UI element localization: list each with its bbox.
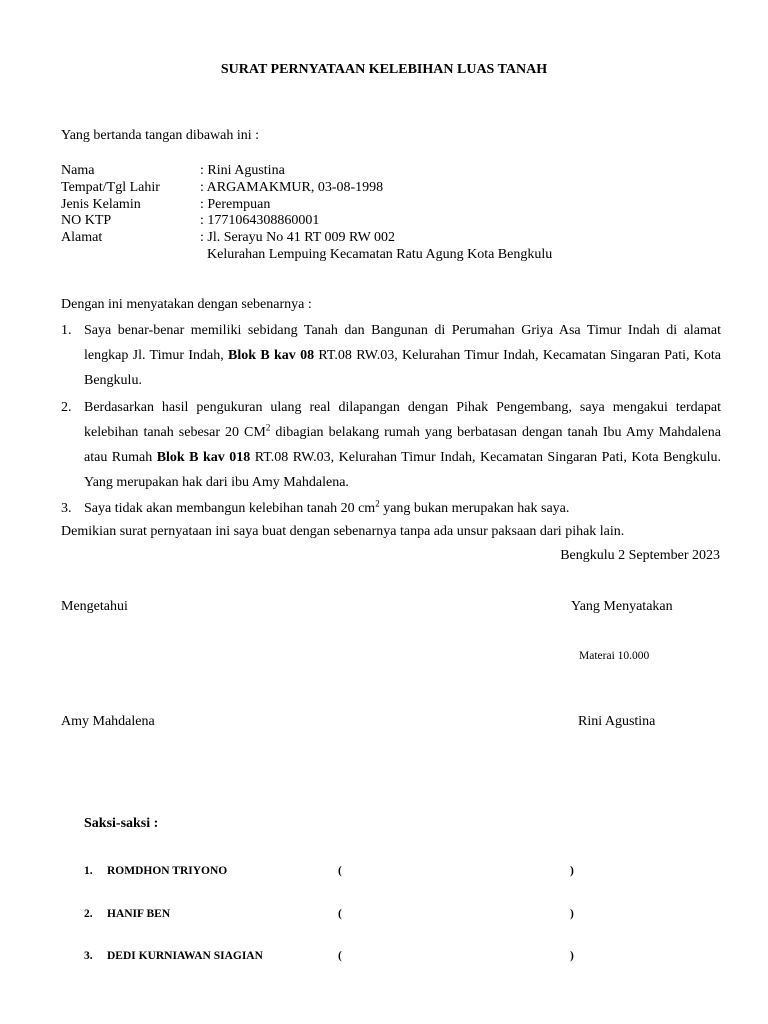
right-signer-name: Rini Agustina (578, 714, 656, 729)
value-birth: : ARGAMAKMUR, 03-08-1998 (200, 180, 384, 195)
value-name: : Rini Agustina (200, 163, 285, 178)
point-1-bold: Blok B kav 08 (228, 348, 315, 363)
value-address: : Jl. Serayu No 41 RT 009 RW 002 (200, 230, 396, 245)
point-3-text: Saya tidak akan membangun kelebihan tanah 20 $cm^2$ yang bukan merupakan hak saya. (84, 498, 570, 516)
witness-3-close-paren: ) (570, 950, 574, 962)
witness-heading: Saksi-saksi : (84, 816, 159, 831)
point-3-number: 3. (61, 501, 72, 516)
label-birth: Tempat/Tgl Lahir (61, 180, 160, 195)
intro-text: Yang bertanda tangan dibawah ini : (61, 128, 260, 143)
point-2-text: Berdasarkan hasil pengukuran ulang real dilapangan dengan Pihak Pengembang, saya mengakui terdapat kelebihan tanah sebesar 20 $CM^2$ dibagian belakang rumah yang berbatasan dengan tanah Ibu Amy Mahdalena atau Rumah Blok B kav 018 RT.08 RW.03, Kelurahan Timur Indah, Kecamatan Singaran Pati, Kota Bengkulu. Yang merupakan hak dari ibu Amy Mahdalena. (84, 400, 722, 490)
value-ktp: : 1771064308860001 (200, 213, 320, 228)
value-address-line2: Kelurahan Lempuing Kecamatan Ratu Agung Kota Bengkulu (207, 247, 553, 262)
stamp-note: Materai 10.000 (579, 650, 650, 662)
document-title: SURAT PERNYATAAN KELEBIHAN LUAS TANAH (220, 62, 548, 77)
closing-text: Demikian surat pernyataan ini saya buat dengan sebenarnya tanpa ada unsur paksaan dari pihak lain. (61, 524, 625, 539)
label-ktp: NO KTP (61, 213, 112, 228)
witness-3-number: 3. (84, 950, 93, 962)
witness-2-name: HANIF BEN (107, 908, 171, 920)
left-signer-name: Amy Mahdalena (61, 714, 155, 729)
point-1-text: Saya benar-benar memiliki sebidang Tanah dan Bangunan di Perumahan Griya Asa Timur Indah di alamat lengkap Jl. Timur Indah, Blok B kav 08 RT.08 RW.03, Kelurahan Timur Indah, Kecamatan Singaran Pati, Kota Bengkulu. (84, 323, 721, 388)
point-2-superscript: 2 (265, 422, 271, 433)
left-sign-heading: Mengetahui (61, 599, 128, 614)
label-name: Nama (61, 163, 95, 178)
label-address: Alamat (61, 230, 103, 245)
right-sign-heading: Yang Menyatakan (571, 599, 673, 614)
witness-3-name: DEDI KURNIAWAN SIAGIAN (107, 950, 263, 962)
value-gender: : Perempuan (200, 197, 271, 212)
label-gender: Jenis Kelamin (61, 197, 141, 212)
point-3-superscript: 2 (375, 498, 380, 509)
statement-intro: Dengan ini menyatakan dengan sebenarnya : (61, 297, 312, 312)
witness-1-name: ROMDHON TRIYONO (107, 865, 228, 877)
point-2-number: 2. (61, 400, 72, 415)
point-2-bold: Blok B kav 018 (156, 450, 251, 465)
witness-1-close-paren: ) (570, 865, 574, 877)
witness-3-open-paren: ( (338, 950, 342, 962)
place-date: Bengkulu 2 September 2023 (560, 548, 720, 563)
witness-2-open-paren: ( (338, 908, 342, 920)
witness-1-number: 1. (84, 865, 93, 877)
witness-2-close-paren: ) (570, 908, 574, 920)
point-1-number: 1. (61, 323, 72, 338)
witness-1-open-paren: ( (338, 865, 342, 877)
witness-2-number: 2. (84, 908, 93, 920)
